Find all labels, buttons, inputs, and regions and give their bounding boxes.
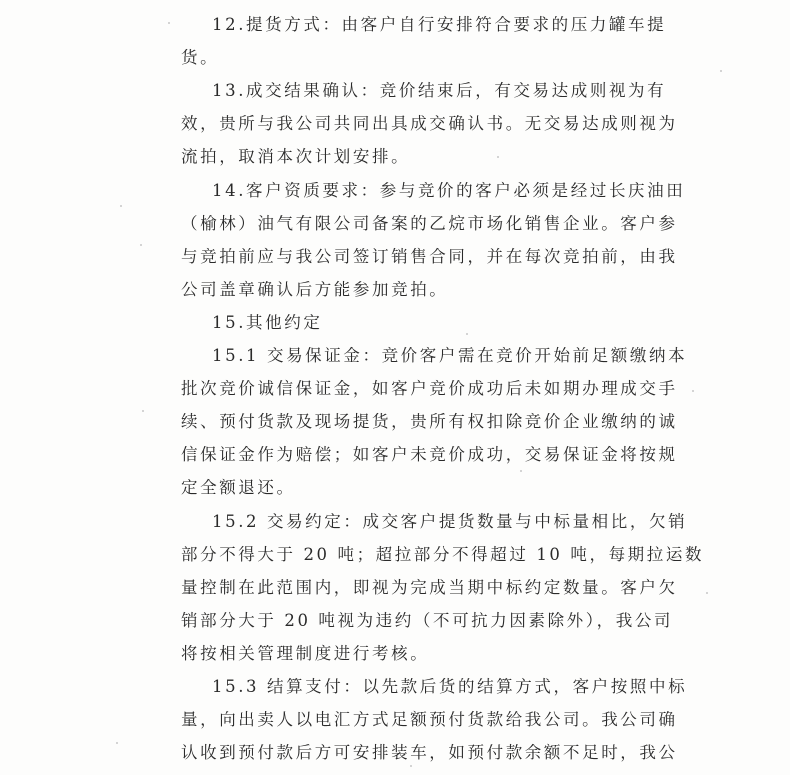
scan-speck — [706, 592, 708, 594]
clause-14-line-3: 与竞拍前应与我公司签订销售合同，并在每次竞拍前，由我 — [181, 247, 678, 266]
clause-15-2-line-2: 部分不得大于 20 吨；超拉部分不得超过 10 吨，每期拉运数 — [181, 545, 705, 564]
scan-speck — [497, 156, 499, 158]
scan-speck — [142, 410, 144, 412]
clause-15-1-line-4: 信保证金作为赔偿；如客户未竞价成功，交易保证金将按规 — [181, 445, 678, 464]
clause-15-2-line-4: 销部分大于 20 吨视为违约（不可抗力因素除外），我公司 — [181, 611, 674, 630]
scan-speck — [140, 244, 142, 246]
scan-speck — [692, 390, 694, 392]
clause-14-line-1: 14.客户资质要求：参与竞价的客户必须是经过长庆油田 — [212, 181, 686, 200]
clause-12-line-2: 货。 — [181, 48, 220, 67]
scan-speck — [720, 70, 722, 72]
clause-14-line-2: （榆林）油气有限公司备案的乙烷市场化销售企业。客户参 — [181, 214, 678, 233]
clause-13-line-3: 流拍，取消本次计划安排。 — [181, 147, 411, 166]
clause-13-line-1: 13.成交结果确认：竞价结束后，有交易达成则视为有 — [212, 81, 667, 100]
clause-15-2-line-3: 量控制在此范围内，即视为完成当期中标约定数量。客户欠 — [181, 578, 678, 597]
clause-15-1-line-5: 定全额退还。 — [181, 478, 296, 497]
clause-15-1-line-1: 15.1 交易保证金：竞价客户需在竞价开始前足额缴纳本 — [212, 346, 688, 365]
clause-15-3-line-3: 认收到预付款后方可安排装车，如预付款余额不足时，我公 — [181, 743, 678, 762]
clause-15-3-line-2: 量，向出卖人以电汇方式足额预付货款给我公司。我公司确 — [181, 710, 678, 729]
clause-15-1-line-2: 批次竞价诚信保证金，如客户竞价成功后未如期办理成交手 — [181, 379, 678, 398]
clause-15-1-line-3: 续、预付货款及现场提货，贵所有权扣除竞价企业缴纳的诚 — [181, 412, 678, 431]
clause-13-line-2: 效，贵所与我公司共同出具成交确认书。无交易达成则视为 — [181, 114, 678, 133]
clause-15-2-line-1: 15.2 交易约定：成交客户提货数量与中标量相比，欠销 — [212, 512, 688, 531]
scan-speck — [116, 742, 118, 744]
clause-12-line-1: 12.提货方式：由客户自行安排符合要求的压力罐车提 — [212, 15, 667, 34]
scan-speck — [410, 765, 412, 767]
clause-14-line-4: 公司盖章确认后方能参加竞拍。 — [181, 280, 449, 299]
clause-15-heading: 15.其他约定 — [212, 313, 323, 332]
scan-speck — [168, 22, 170, 24]
scan-speck — [520, 470, 522, 472]
scan-speck — [466, 333, 468, 335]
clause-15-3-line-1: 15.3 结算支付：以先款后货的结算方式，客户按照中标 — [212, 677, 688, 696]
scan-speck — [120, 205, 122, 207]
clause-15-2-line-5: 将按相关管理制度进行考核。 — [181, 644, 430, 663]
